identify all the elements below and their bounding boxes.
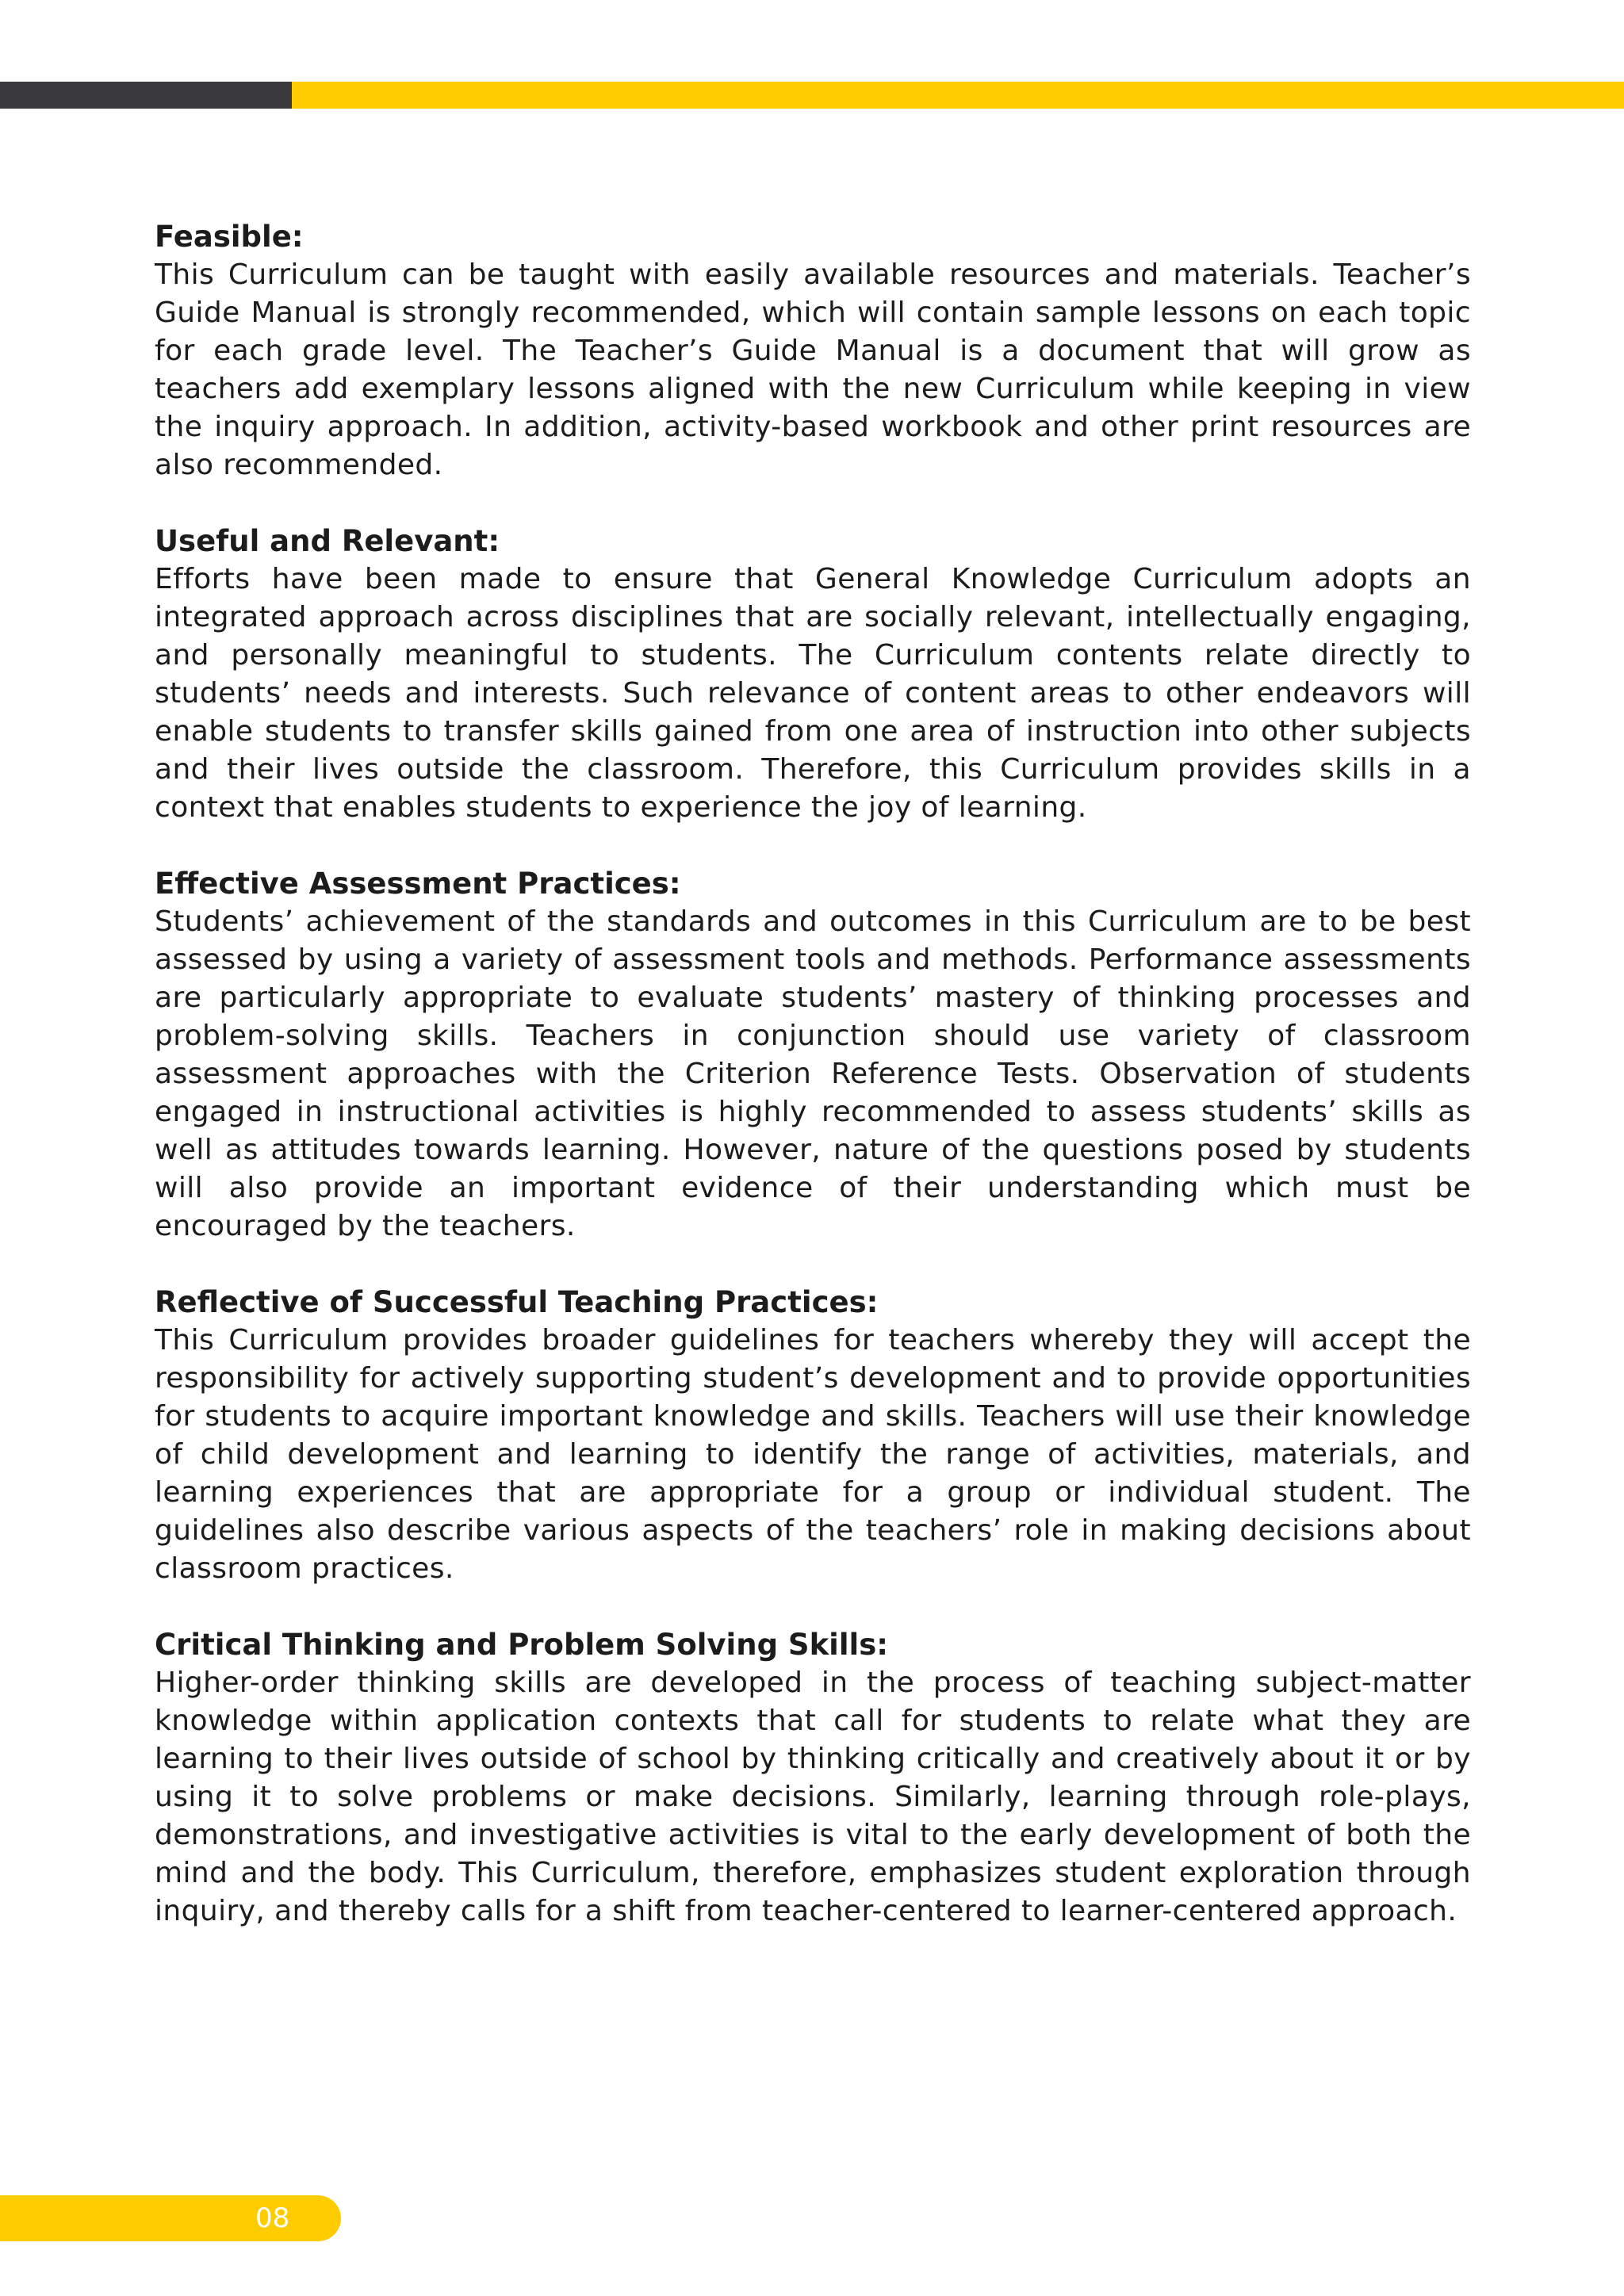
section-feasible (155, 218, 1471, 484)
section-heading: Critical Thinking and Problem Solving Skills: (155, 1628, 889, 1662)
section-reflective-teaching-practices (155, 1284, 1471, 1588)
section-critical-thinking (155, 1626, 1471, 1931)
section-body: This Curriculum provides broader guidelines for teachers whereby they will accept the responsibility for actively supporting student’s development and to provide opportunities for students to acquire important knowledge and skills. Teachers will use their knowledge of child development and learning to identify the range of activities, materials, and learning experiences that are appropriate for a group or individual student. The guidelines also describe various aspects of the teachers’ role in making decisions about classroom practices. (155, 1324, 1471, 1585)
section-heading: Effective Assessment Practices: (155, 867, 681, 901)
section-body: This Curriculum can be taught with easily available resources and materials. Teacher’s Guide Manual is strongly recommended, which will contain sample lessons on each topic for each grade level. The Teacher’s Guide Manual is a document that will grow as teachers add exemplary lessons aligned with the new Curriculum while keeping in view the inquiry approach. In addition, activity-based workbook and other print resources are also recommended. (155, 258, 1471, 481)
page-content (155, 218, 1471, 1969)
header-bar-accent (292, 82, 1624, 109)
section-useful-and-relevant (155, 522, 1471, 827)
section-heading: Useful and Relevant: (155, 524, 500, 558)
section-heading: Reflective of Successful Teaching Practices: (155, 1285, 879, 1319)
header-bar-dark (0, 82, 292, 109)
section-body: Higher-order thinking skills are developed in the process of teaching subject-matter knowledge within application contexts that call for students to relate what they are learning to their lives outside of school by thinking critically and creatively about it or by using it to solve problems or make decisions. Similarly, learning through role-plays, demonstrations, and investigative activities is vital to the early development of both the mind and the body. This Curriculum, therefore, emphasizes student exploration through inquiry, and thereby calls for a shift from teacher-centered to learner-centered approach. (155, 1667, 1471, 1927)
section-body: Students’ achievement of the standards and outcomes in this Curriculum are to be best assessed by using a variety of assessment tools and methods. Performance assessments are particularly appropriate to evaluate students’ mastery of thinking processes and problem-solving skills. Teachers in conjunction should use variety of classroom assessment approaches with the Criterion Reference Tests. Observation of students engaged in instructional activities is highly recommended to assess students’ skills as well as attitudes towards learning. However, nature of the questions posed by students will also provide an important evidence of their understanding which must be encouraged by the teachers. (155, 905, 1471, 1242)
page-number: 08 (255, 2202, 290, 2234)
section-heading: Feasible: (155, 220, 304, 254)
section-body: Efforts have been made to ensure that General Knowledge Curriculum adopts an integrated approach across disciplines that are socially relevant, intellectually engaging, and personally meaningful to students. The Curriculum contents relate directly to students’ needs and interests. Such relevance of content areas to other endeavors will enable students to transfer skills gained from one area of instruction into other subjects and their lives outside the classroom. Therefore, this Curriculum provides skills in a context that enables students to experience the joy of learning. (155, 563, 1471, 824)
page-number-tab (0, 2195, 341, 2241)
section-effective-assessment-practices (155, 865, 1471, 1246)
